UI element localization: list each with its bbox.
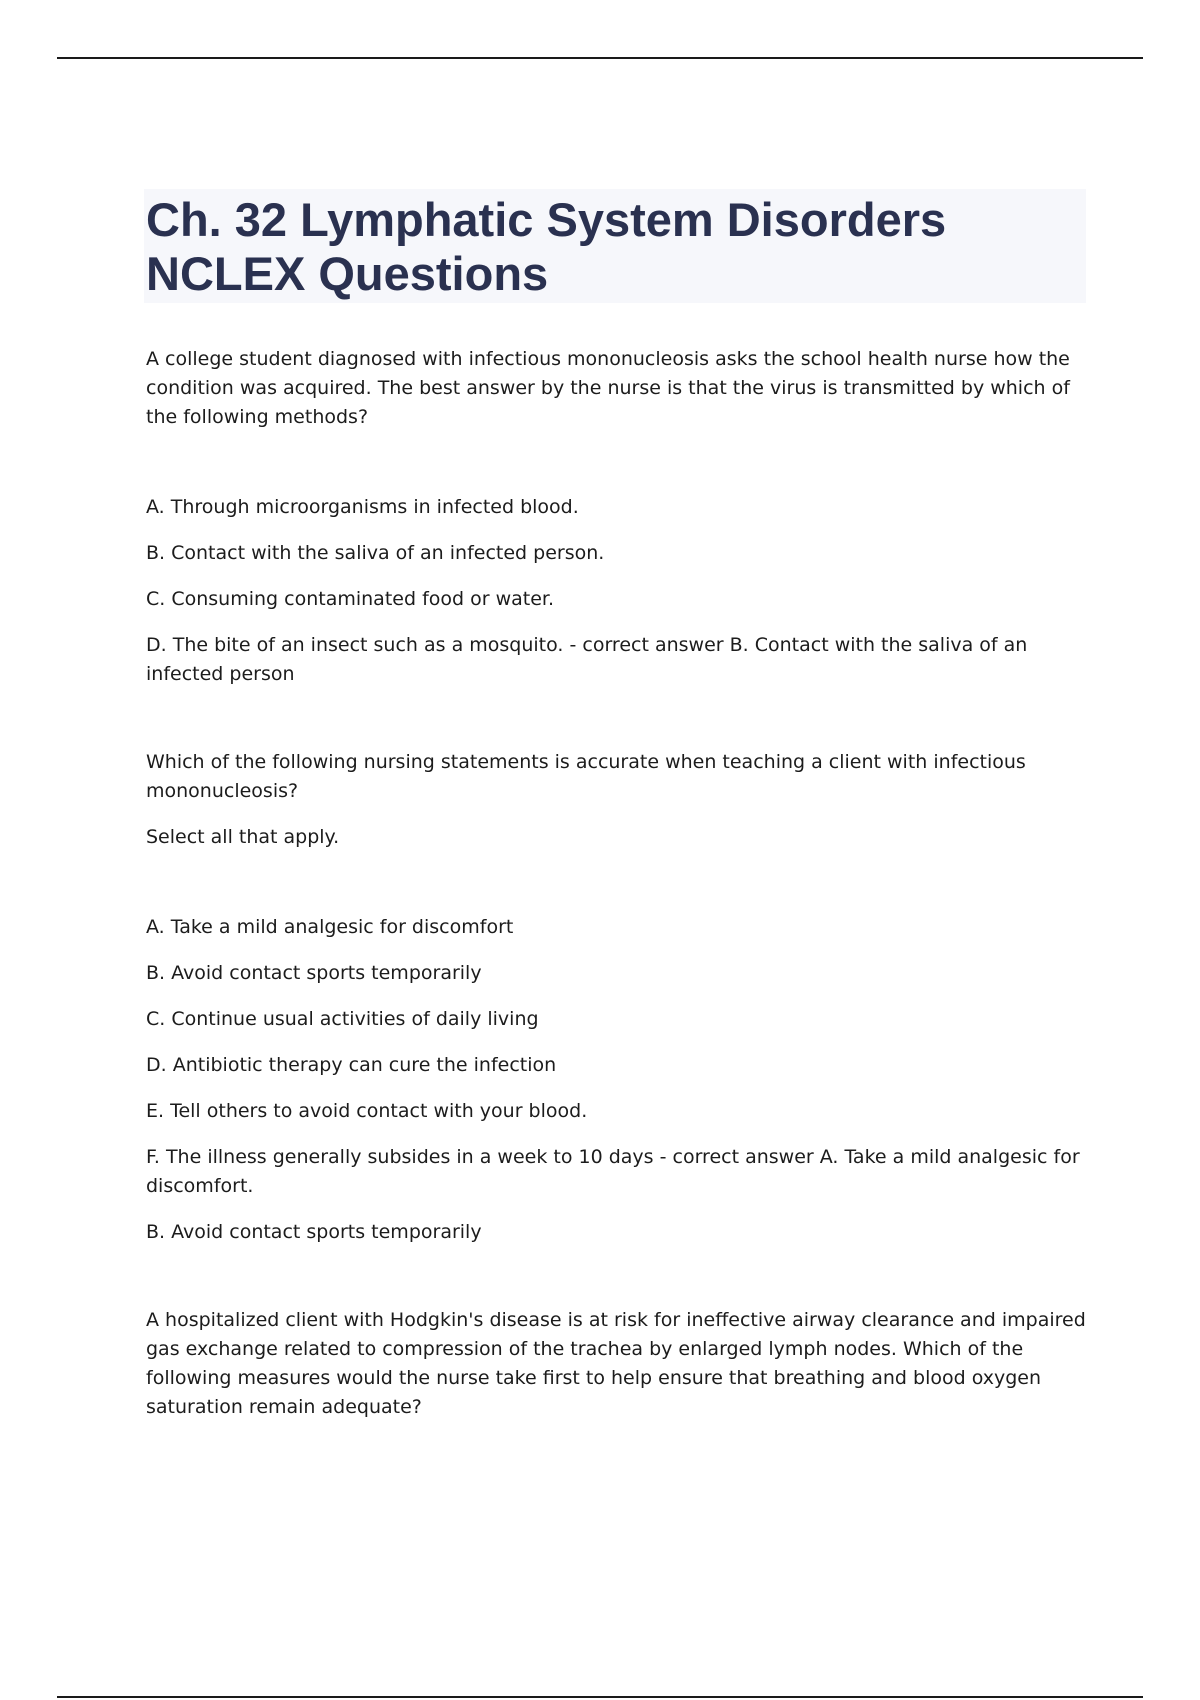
answer-option: B. Contact with the saliva of an infected person. bbox=[146, 542, 605, 564]
title-line-1: Ch. 32 Lymphatic System Disorders bbox=[146, 193, 947, 246]
page-title bbox=[146, 193, 1084, 301]
bottom-divider bbox=[57, 1696, 1143, 1698]
title-banner bbox=[144, 189, 1086, 303]
title-line-2: NCLEX Questions bbox=[146, 247, 549, 300]
question-stem: A hospitalized client with Hodgkin's disease is at risk for ineffective airway clearance and impaired gas exchange related to compression of the trachea by enlarged lymph nodes. Which of the following measures would the nurse take first to help ensure that breathing and blood oxygen saturation remain adequate? bbox=[146, 1309, 1086, 1418]
answer-option-with-correct-answer: D. The bite of an insect such as a mosquito. - correct answer B. Contact with the saliva of an infected person bbox=[146, 634, 1028, 685]
answer-option: A. Take a mild analgesic for discomfort bbox=[146, 916, 514, 938]
answer-option: A. Through microorganisms in infected blood. bbox=[146, 496, 579, 518]
answer-option: B. Avoid contact sports temporarily bbox=[146, 962, 482, 984]
question-stem: A college student diagnosed with infectious mononucleosis asks the school health nurse how the condition was acquired. The best answer by the nurse is that the virus is transmitted by which of the following methods? bbox=[146, 348, 1070, 428]
question-instruction: Select all that apply. bbox=[146, 826, 340, 848]
correct-answer-continuation: B. Avoid contact sports temporarily bbox=[146, 1221, 482, 1243]
question-3 bbox=[146, 1306, 1086, 1422]
document-body bbox=[146, 345, 1086, 1422]
answer-option: C. Continue usual activities of daily living bbox=[146, 1008, 539, 1030]
question-stem: Which of the following nursing statements is accurate when teaching a client with infectious mononucleosis? bbox=[146, 751, 1026, 802]
answer-option-with-correct-answer: F. The illness generally subsides in a week to 10 days - correct answer A. Take a mild analgesic for discomfort. bbox=[146, 1146, 1080, 1197]
question-2 bbox=[146, 748, 1086, 1247]
answer-option: C. Consuming contaminated food or water. bbox=[146, 588, 555, 610]
question-1 bbox=[146, 345, 1086, 689]
top-divider bbox=[57, 57, 1143, 59]
answer-option: D. Antibiotic therapy can cure the infection bbox=[146, 1054, 557, 1076]
answer-option: E. Tell others to avoid contact with your blood. bbox=[146, 1100, 588, 1122]
